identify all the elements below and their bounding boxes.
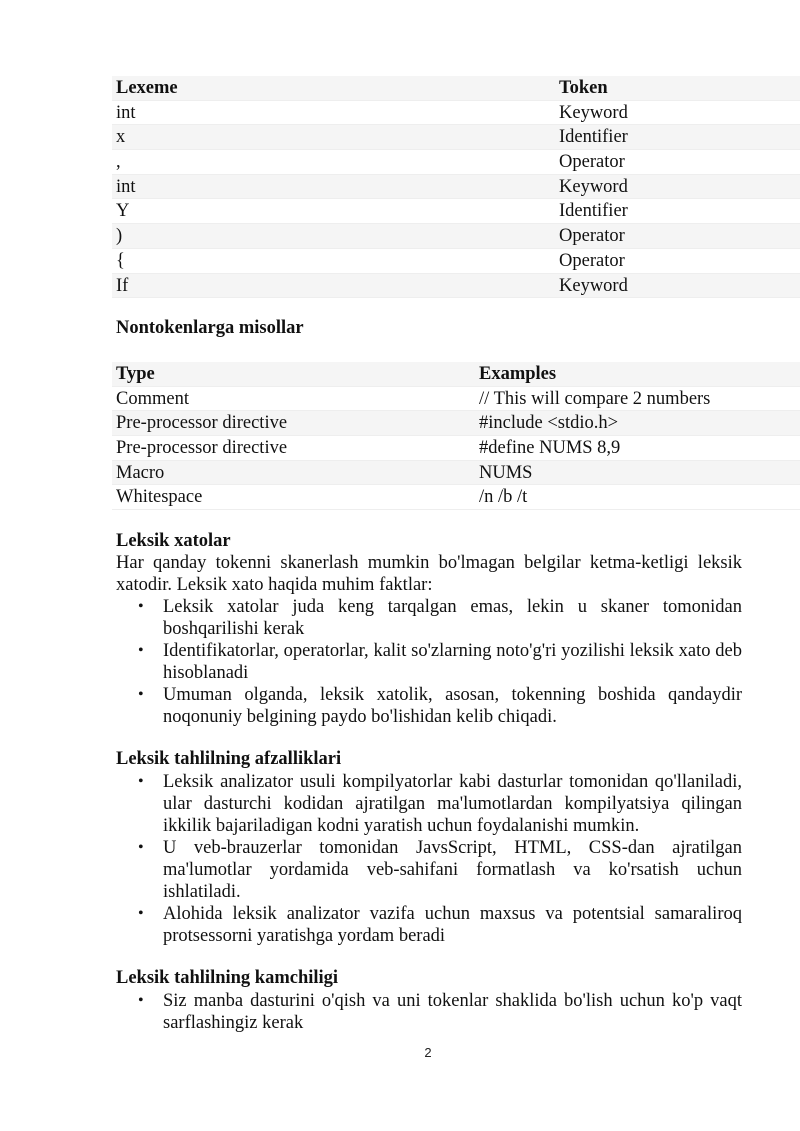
disadvantages-heading: Leksik tahlilning kamchiligi [116, 968, 339, 988]
list-item-text: Identifikatorlar, operatorlar, kalit so'zlarning noto'g'ri yozilishi leksik xato deb hisoblanadi [163, 641, 742, 683]
bullet-icon: • [138, 773, 144, 790]
list-item [116, 771, 742, 837]
table-cell: int [116, 102, 136, 123]
table-header-cell: Lexeme [116, 78, 178, 98]
table-cell: Keyword [559, 102, 628, 123]
list-item [116, 903, 742, 947]
table-row [112, 150, 800, 175]
table-cell: , [116, 152, 121, 173]
lexical-errors-paragraph: Har qanday tokenni skanerlash mumkin bo'lmagan belgilar ketma-ketligi leksik xatodir. Leksik xato haqida muhim faktlar: [116, 553, 742, 595]
table-cell: /n /b /t [479, 487, 528, 508]
table-header-cell: Type [116, 364, 155, 384]
table-cell: Keyword [559, 275, 628, 296]
table-cell: Pre-processor directive [116, 438, 288, 459]
table-row [112, 274, 800, 299]
list-item [116, 596, 742, 640]
list-item-text: Leksik analizator usuli kompilyatorlar kabi dasturlar tomonidan qo'llaniladi, ular dasturchi kodidan ajratilgan ma'lumotlardan kompilyatsiya qilingan ikkilik bajariladigan kodni yaratish uchun foydalanishi mumkin. [163, 772, 742, 836]
disadvantages-list [116, 990, 742, 1034]
list-item-text: Siz manba dasturini o'qish va uni tokenlar shaklida bo'lish uchun ko'p vaqt sarflashingiz kerak [163, 991, 742, 1033]
table-cell: Pre-processor directive [116, 413, 288, 434]
advantages-list [116, 771, 742, 947]
table-cell: Comment [116, 388, 189, 409]
table-cell: #include <stdio.h> [479, 413, 619, 434]
table-cell: Y [116, 201, 130, 222]
list-item-text: U veb-brauzerlar tomonidan JavsScript, HTML, CSS-dan ajratilgan ma'lumotlar yordamida veb-sahifani formatlash va ko'rsatish uchun ishlatiladi. [163, 838, 742, 902]
table-header-cell: Token [559, 78, 608, 98]
table-cell: Whitespace [116, 487, 203, 508]
page-number: 2 [424, 1045, 432, 1060]
advantages-heading: Leksik tahlilning afzalliklari [116, 749, 342, 769]
table-cell: ) [116, 226, 123, 247]
table-row [112, 461, 800, 486]
table-row [112, 224, 800, 249]
table-header-cell: Examples [479, 364, 557, 384]
lexeme-token-table [112, 76, 800, 298]
table-cell: int [116, 176, 136, 197]
list-item-text: Leksik xatolar juda keng tarqalgan emas, lekin u skaner tomonidan boshqarilishi kerak [163, 597, 742, 639]
table-header-row [112, 362, 800, 387]
table-cell: x [116, 127, 126, 148]
list-item-text: Umuman olganda, leksik xatolik, asosan, tokenning boshida qandaydir noqonuniy belgining paydo bo'lishidan kelib chiqadi. [163, 685, 742, 727]
table-cell: // This will compare 2 numbers [479, 388, 711, 409]
table-row [112, 199, 800, 224]
table-row [112, 436, 800, 461]
table-cell: NUMS [479, 462, 533, 483]
table-cell: Identifier [559, 201, 628, 222]
table-row [112, 125, 800, 150]
bullet-icon: • [138, 992, 144, 1009]
bullet-icon: • [138, 905, 144, 922]
table-cell: { [116, 250, 125, 271]
table-row [112, 411, 800, 436]
table-cell: Identifier [559, 127, 628, 148]
bullet-icon: • [138, 642, 144, 659]
list-item [116, 684, 742, 728]
list-item [116, 640, 742, 684]
bullet-icon: • [138, 598, 144, 615]
nontoken-examples-table [112, 362, 800, 510]
table-cell: If [116, 275, 129, 296]
table-cell: Keyword [559, 176, 628, 197]
list-item-text: Alohida leksik analizator vazifa uchun maxsus va potentsial samaraliroq protsessorni yaratishga yordam beradi [163, 904, 742, 946]
table-row [112, 249, 800, 274]
table-cell: Operator [559, 152, 625, 173]
table-cell: Operator [559, 226, 625, 247]
table-cell: #define NUMS 8,9 [479, 438, 621, 459]
list-item [116, 837, 742, 903]
lexical-errors-list [116, 596, 742, 728]
table-cell: Macro [116, 462, 165, 483]
bullet-icon: • [138, 686, 144, 703]
nontoken-heading: Nontokenlarga misollar [116, 318, 304, 338]
lexical-errors-heading: Leksik xatolar [116, 531, 231, 551]
table-row [112, 175, 800, 200]
table-row [112, 485, 800, 510]
bullet-icon: • [138, 839, 144, 856]
table-cell: Operator [559, 250, 625, 271]
table-row [112, 101, 800, 126]
list-item [116, 990, 742, 1034]
table-header-row [112, 76, 800, 101]
table-row [112, 387, 800, 412]
